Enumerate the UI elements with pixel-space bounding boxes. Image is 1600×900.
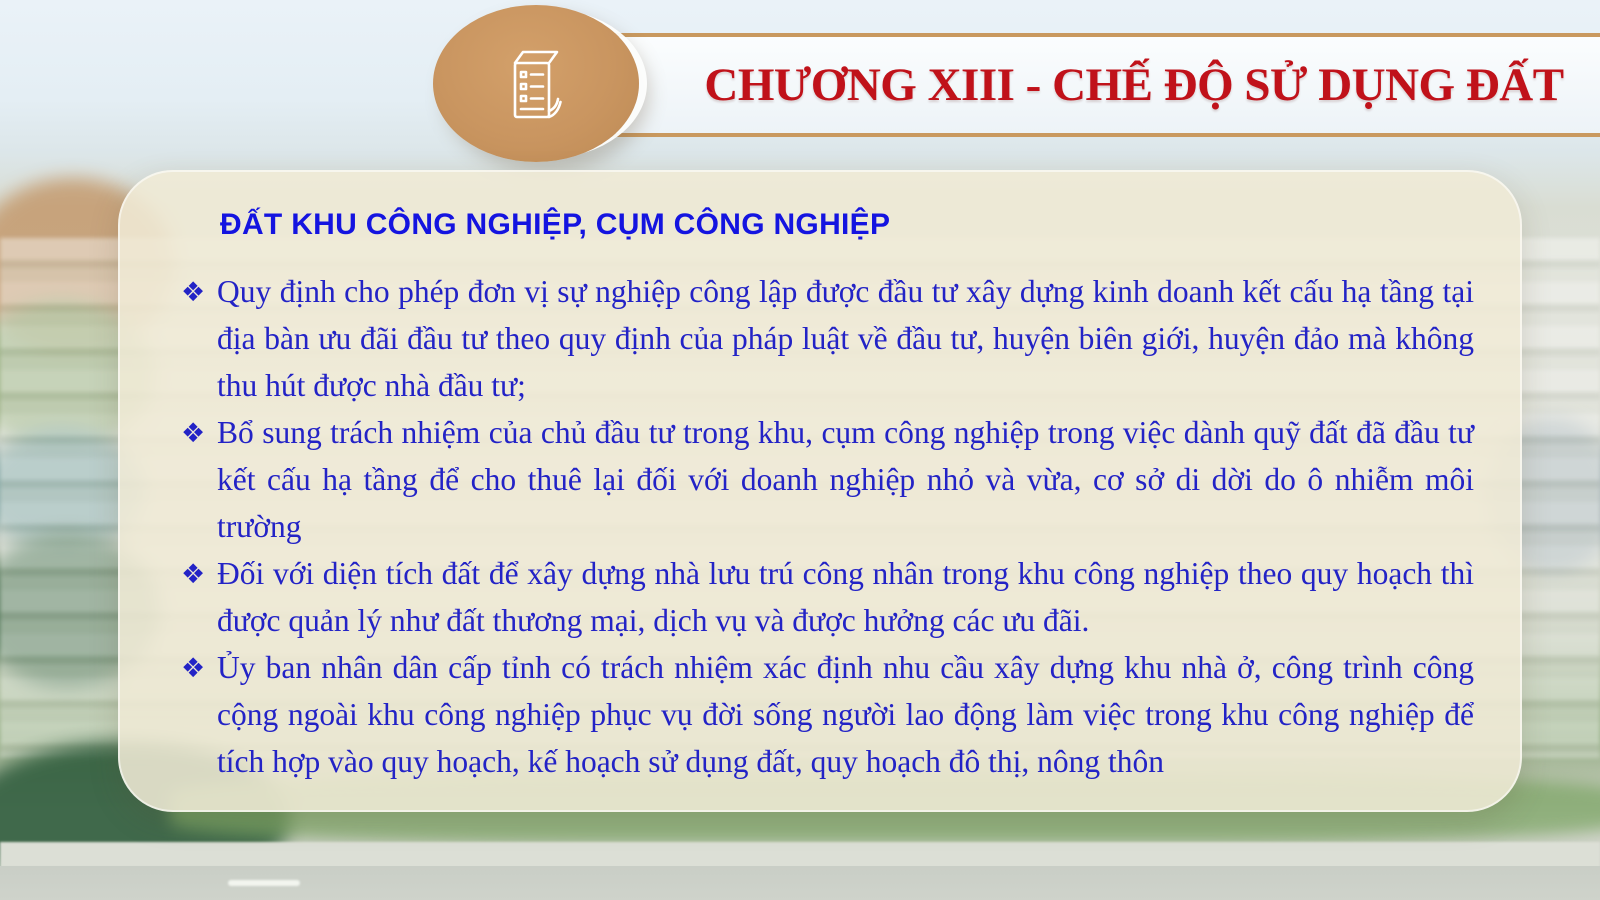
section-heading: ĐẤT KHU CÔNG NGHIỆP, CỤM CÔNG NGHIỆP: [220, 208, 891, 241]
diamond-bullet-icon: ❖: [181, 653, 206, 684]
bullet-item: [181, 644, 1474, 785]
chapter-icon-badge: [433, 5, 639, 162]
bullet-item: [181, 268, 1474, 409]
content-panel: [118, 170, 1522, 812]
bullet-text: Quy định cho phép đơn vị sự nghiệp công lập được đầu tư xây dựng kinh doanh kết cấu hạ tầng tại địa bàn ưu đãi đầu tư theo quy định của pháp luật về đầu tư, huyện biên giới, huyện đảo mà không thu hút được nhà đầu tư;: [217, 274, 1474, 403]
bullet-text: Đối với diện tích đất để xây dựng nhà lưu trú công nhân trong khu công nghiệp theo quy hoạch thì được quản lý như đất thương mại, dịch vụ và được hưởng các ưu đãi.: [217, 556, 1474, 638]
bullet-item: [181, 409, 1474, 550]
bullet-item: [181, 550, 1474, 644]
document-list-icon: [506, 45, 566, 123]
diamond-bullet-icon: ❖: [181, 277, 206, 308]
diamond-bullet-icon: ❖: [181, 559, 206, 590]
bullet-text: Bổ sung trách nhiệm của chủ đầu tư trong khu, cụm công nghiệp trong việc dành quỹ đất đã đầu tư kết cấu hạ tầng để cho thuê lại đối với doanh nghiệp nhỏ và vừa, cơ sở di dời do ô nhiễm môi trường: [217, 415, 1474, 544]
bullet-text: Ủy ban nhân dân cấp tỉnh có trách nhiệm xác định nhu cầu xây dựng khu nhà ở, công trình công cộng ngoài khu công nghiệp phục vụ đời sống người lao động làm việc trong khu công nghiệp để tích hợp vào quy hoạch, kế hoạch sử dụng đất, quy hoạch đô thị, nông thôn: [217, 650, 1474, 779]
bg-road-marking: [228, 880, 300, 886]
diamond-bullet-icon: ❖: [181, 418, 206, 449]
chapter-header-band: [598, 33, 1600, 137]
bullet-list: [120, 268, 1520, 785]
chapter-title: CHƯƠNG XIII - CHẾ ĐỘ SỬ DỤNG ĐẤT: [704, 59, 1564, 111]
bg-road-layer: [0, 842, 1600, 868]
